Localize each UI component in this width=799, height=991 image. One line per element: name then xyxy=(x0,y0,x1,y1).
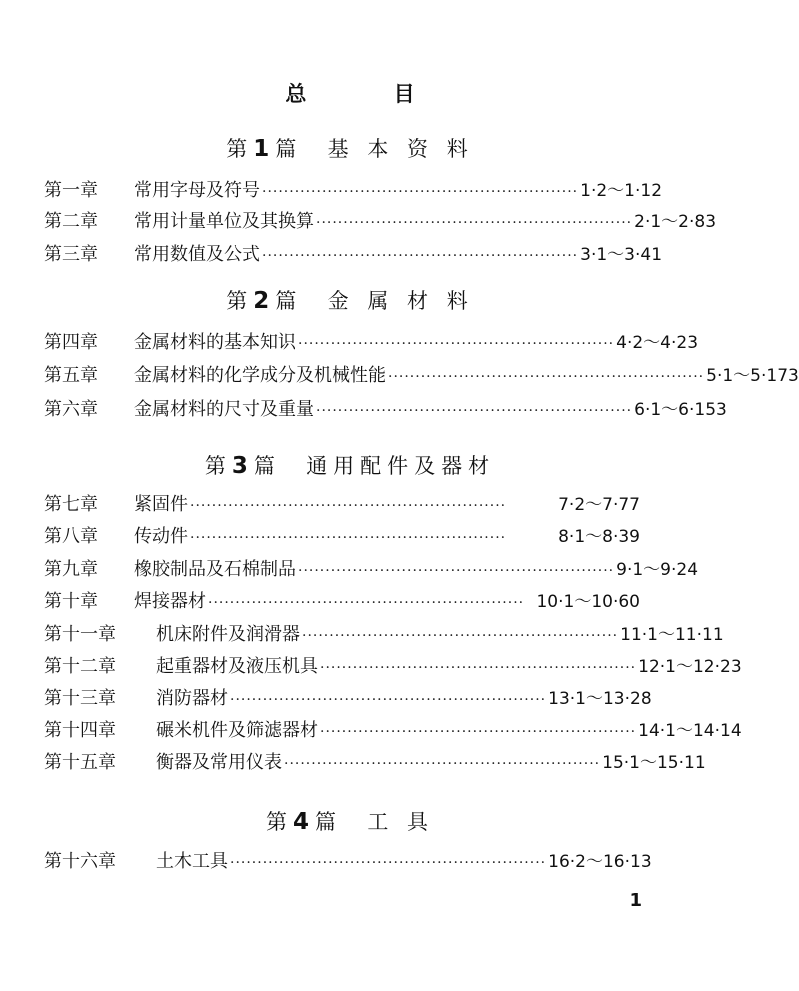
page-range: 14·1～14·14 xyxy=(638,721,742,741)
page-range: 12·1～12·23 xyxy=(638,657,742,677)
page-title: 总 目 xyxy=(285,82,455,106)
dot-leader: ·························································· xyxy=(284,756,601,772)
chapter-number: 第七章 xyxy=(44,494,98,515)
part-name: 金 属 材 料 xyxy=(327,289,474,313)
dot-leader: ·························································· xyxy=(230,855,547,871)
page-range: 6·1～6·153 xyxy=(634,400,727,420)
dot-leader: ·························································· xyxy=(208,595,525,611)
chapter-title: 常用数值及公式 xyxy=(134,244,260,265)
chapter-number: 第九章 xyxy=(44,559,98,580)
chapter-number: 第三章 xyxy=(44,244,98,265)
dot-leader: ·························································· xyxy=(262,184,579,200)
chapter-title: 焊接器材 xyxy=(134,591,206,612)
part-suffix: 篇 xyxy=(275,289,303,313)
toc-entry xyxy=(44,555,699,581)
chapter-title: 起重器材及液压机具 xyxy=(156,656,318,677)
chapter-title: 橡胶制品及石棉制品 xyxy=(134,559,296,580)
toc-entry xyxy=(44,361,799,387)
chapter-number: 第十二章 xyxy=(44,656,116,677)
toc-entry xyxy=(44,395,727,421)
toc-entry xyxy=(44,684,652,710)
toc-entry xyxy=(44,652,742,678)
dot-leader: ·························································· xyxy=(302,628,619,644)
page-range: 15·1～15·11 xyxy=(602,753,706,773)
page-range: 4·2～4·23 xyxy=(616,333,699,353)
page-range: 1·2～1·12 xyxy=(580,181,663,201)
dot-leader: ·························································· xyxy=(298,563,615,579)
part-prefix: 第 xyxy=(226,137,254,161)
dot-leader: ·························································· xyxy=(262,248,579,264)
part-suffix: 篇 xyxy=(314,810,342,834)
part-name: 工 具 xyxy=(367,810,435,834)
page-range: 5·1～5·173 xyxy=(706,366,799,386)
chapter-number: 第八章 xyxy=(44,526,98,547)
dot-leader: ·························································· xyxy=(316,403,633,419)
chapter-title: 传动件 xyxy=(134,526,188,547)
part-prefix: 第 xyxy=(204,454,232,478)
chapter-number: 第十五章 xyxy=(44,752,116,773)
page-range: 7·2～7·77 xyxy=(558,495,640,515)
page-range: 8·1～8·39 xyxy=(558,527,640,547)
dot-leader: ·························································· xyxy=(190,530,507,546)
part-name: 通用配件及器材 xyxy=(306,454,496,478)
chapter-number: 第二章 xyxy=(44,211,98,232)
chapter-number: 第十六章 xyxy=(44,851,116,872)
chapter-number: 第一章 xyxy=(44,180,98,201)
chapter-title: 机床附件及润滑器 xyxy=(156,624,300,645)
part-number: 4 xyxy=(292,809,315,835)
page-range: 10·1～10·60 xyxy=(536,592,640,612)
toc-entry xyxy=(44,522,640,548)
chapter-number: 第十章 xyxy=(44,591,98,612)
dot-leader: ·························································· xyxy=(388,369,705,385)
toc-entry xyxy=(44,207,717,233)
page-number: 1 xyxy=(629,890,642,911)
part-number: 2 xyxy=(253,288,276,314)
page-range: 3·1～3·41 xyxy=(580,245,663,265)
chapter-title: 金属材料的尺寸及重量 xyxy=(134,399,314,420)
toc-entry xyxy=(44,240,663,266)
dot-leader: ·························································· xyxy=(230,692,547,708)
chapter-title: 衡器及常用仪表 xyxy=(156,752,282,773)
part-heading xyxy=(0,133,700,163)
page-range: 2·1～2·83 xyxy=(634,212,717,232)
chapter-title: 紧固件 xyxy=(134,494,188,515)
toc-entry xyxy=(44,328,699,354)
page-range: 13·1～13·28 xyxy=(548,689,652,709)
toc-entry xyxy=(44,587,640,613)
chapter-number: 第十三章 xyxy=(44,688,116,709)
chapter-title: 常用计量单位及其换算 xyxy=(134,211,314,232)
chapter-number: 第十一章 xyxy=(44,624,116,645)
toc-entry xyxy=(44,716,742,742)
chapter-title: 常用字母及符号 xyxy=(134,180,260,201)
dot-leader: ·························································· xyxy=(298,336,615,352)
part-heading xyxy=(0,450,700,480)
toc-entry xyxy=(44,176,663,202)
part-suffix: 篇 xyxy=(275,137,303,161)
part-number: 1 xyxy=(253,136,276,162)
chapter-title: 金属材料的化学成分及机械性能 xyxy=(134,365,386,386)
chapter-number: 第五章 xyxy=(44,365,98,386)
page-range: 16·2～16·13 xyxy=(548,852,652,872)
part-suffix: 篇 xyxy=(253,454,281,478)
part-number: 3 xyxy=(231,453,254,479)
part-heading xyxy=(0,806,700,836)
chapter-number: 第六章 xyxy=(44,399,98,420)
page-range: 9·1～9·24 xyxy=(616,560,699,580)
chapter-title: 消防器材 xyxy=(156,688,228,709)
dot-leader: ·························································· xyxy=(190,498,507,514)
toc-entry xyxy=(44,490,640,516)
dot-leader: ·························································· xyxy=(320,724,637,740)
chapter-title: 碾米机件及筛滤器材 xyxy=(156,720,318,741)
dot-leader: ·························································· xyxy=(320,660,637,676)
toc-entry xyxy=(44,748,706,774)
chapter-title: 土木工具 xyxy=(156,851,228,872)
toc-entry xyxy=(44,620,724,646)
part-prefix: 第 xyxy=(265,810,293,834)
chapter-number: 第十四章 xyxy=(44,720,116,741)
page-range: 11·1～11·11 xyxy=(620,625,724,645)
part-prefix: 第 xyxy=(226,289,254,313)
dot-leader: ·························································· xyxy=(316,215,633,231)
chapter-title: 金属材料的基本知识 xyxy=(134,332,296,353)
chapter-number: 第四章 xyxy=(44,332,98,353)
part-name: 基 本 资 料 xyxy=(327,137,474,161)
toc-entry xyxy=(44,847,652,873)
part-heading xyxy=(0,285,700,315)
